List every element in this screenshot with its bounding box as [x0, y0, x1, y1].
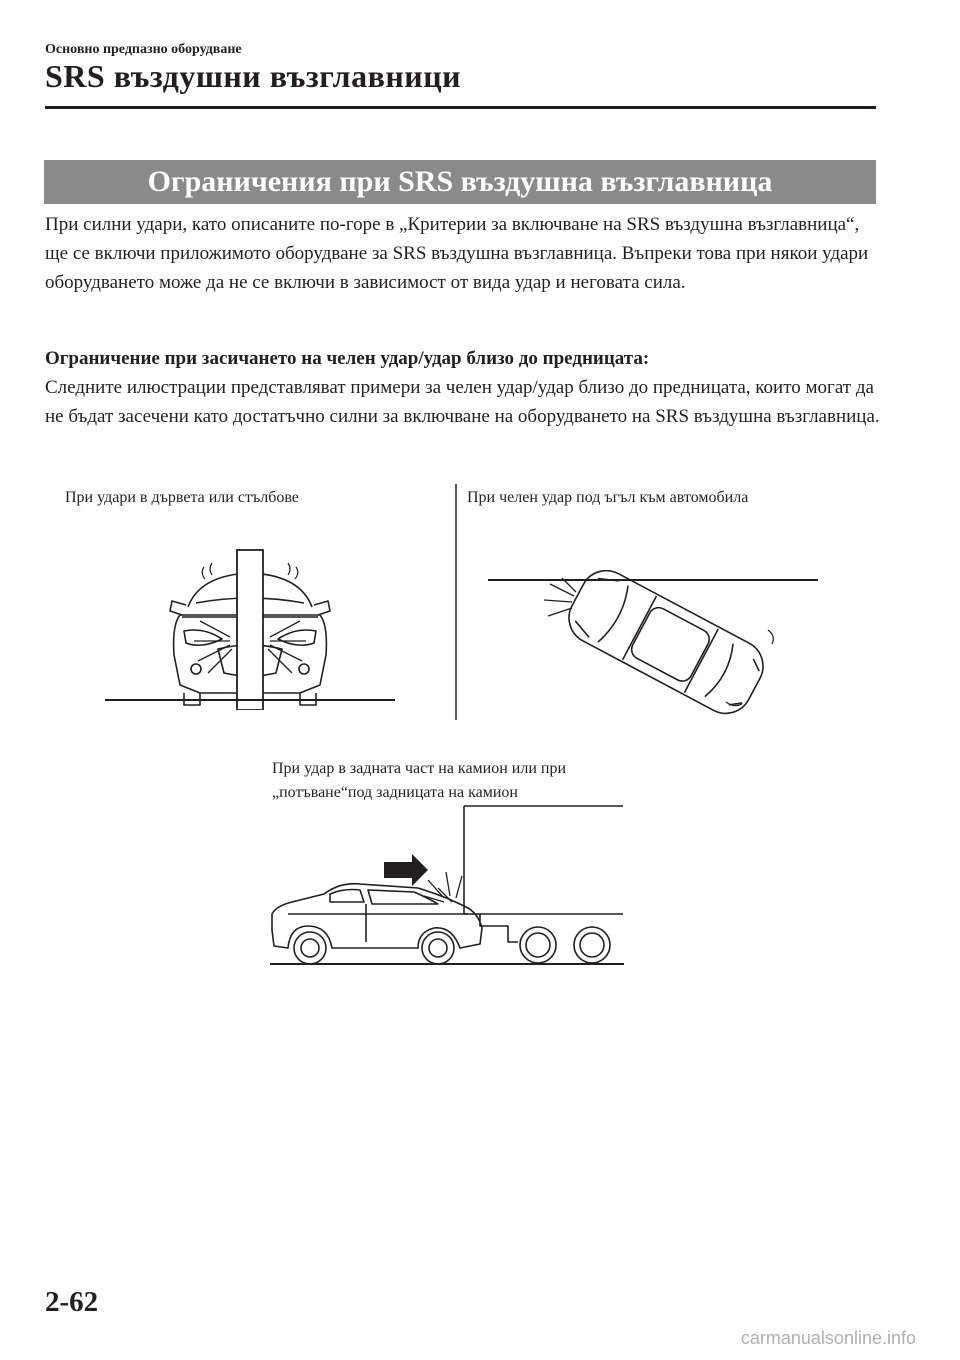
- caption-truck-underride: [272, 757, 566, 805]
- page-number: 2-62: [45, 1286, 99, 1318]
- intro-paragraph: При силни удари, като описаните по-горе в „Критерии за включване на SRS въздушна възглавница“, ще се включи приложимото оборудване за SRS въздушна възглавница. Въпреки това при някои удари оборудването може да не се включи в зависимост от вида удар и неговата сила.: [45, 214, 869, 293]
- subheading: Ограничение при засичането на челен удар/удар близо до предницата:: [45, 348, 650, 369]
- header-divider: [45, 106, 876, 109]
- section-label: Основно предпазно оборудване: [45, 42, 242, 57]
- direction-arrow-icon: [384, 854, 428, 886]
- watermark: carmanualsonline.info: [740, 1328, 916, 1348]
- caption-truck-line-2: „потъване“под задницата на камион: [272, 784, 518, 801]
- figure-divider: [450, 484, 462, 720]
- caption-angled-impact: При челен удар под ъгъл към автомобила: [467, 489, 749, 506]
- illustration-pole-impact: [100, 545, 400, 710]
- illustration-angled-impact: [486, 570, 821, 720]
- caption-truck-line-1: При удар в задната част на камион или при: [272, 760, 567, 777]
- illustration-truck-underride: [268, 802, 628, 972]
- page-title: SRS въздушни възглавници: [45, 58, 462, 94]
- section-banner: Ограничения при SRS въздушна възглавница: [44, 160, 876, 204]
- subheading-paragraph: Следните илюстрации представляват примери за челен удар/удар близо до предницата, които могат да не бъдат засечени като достатъчно силни за включване на оборудването на SRS въздушна възглавница.: [45, 377, 880, 427]
- caption-tree-impact: При удари в дървета или стълбове: [65, 489, 299, 506]
